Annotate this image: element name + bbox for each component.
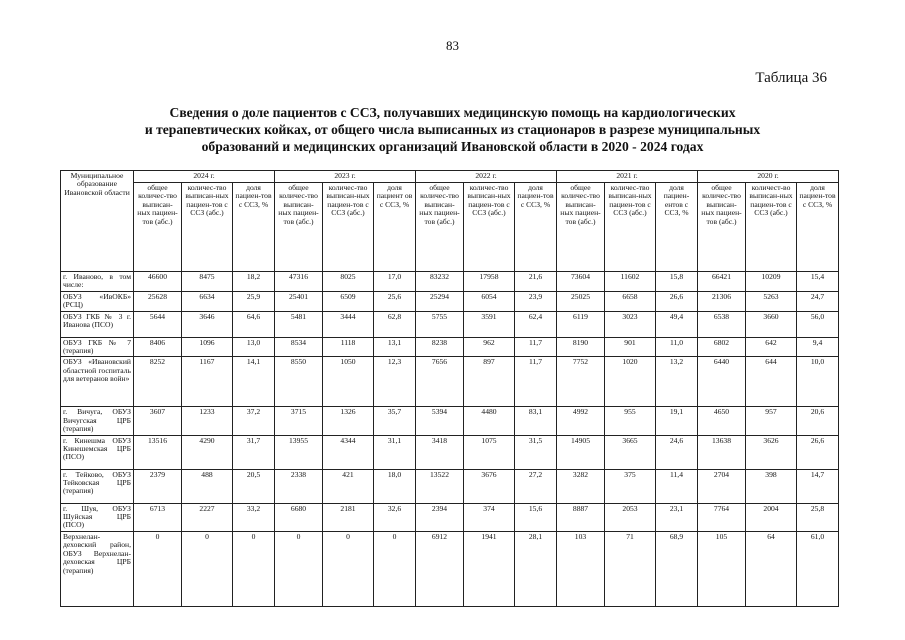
value-cell: 49,4: [656, 311, 698, 337]
row-name-cell: ОБУЗ «Ивановский областной госпиталь для ветеранов войн»: [61, 357, 134, 407]
value-cell: 8406: [134, 337, 182, 357]
value-cell: 897: [464, 357, 515, 407]
value-cell: 18,0: [374, 469, 416, 503]
value-cell: 25401: [275, 291, 323, 311]
value-cell: 5755: [416, 311, 464, 337]
title-line: Сведения о доле пациентов с ССЗ, получавших медицинскую помощь на кардиологических: [169, 105, 736, 120]
value-cell: 64: [746, 531, 797, 606]
value-cell: 2053: [605, 503, 656, 531]
title-line: и терапевтических койках, от общего числа выписанных из стационаров в разрезе муниципальных: [144, 122, 761, 137]
value-cell: 5394: [416, 407, 464, 435]
table-row: [61, 469, 839, 503]
value-cell: 13638: [698, 435, 746, 469]
value-cell: 61,0: [797, 531, 839, 606]
value-cell: 31,5: [515, 435, 557, 469]
value-cell: 3715: [275, 407, 323, 435]
row-name-cell: г. Иваново, в том числе:: [61, 272, 134, 292]
column-subheader: количес-тво выписан-ных пациен-тов с ССЗ (абс.): [464, 183, 515, 272]
value-cell: 13522: [416, 469, 464, 503]
table-row: [61, 357, 839, 407]
value-cell: 421: [323, 469, 374, 503]
year-header: 2024 г.: [134, 171, 275, 183]
value-cell: 2004: [746, 503, 797, 531]
value-cell: 4344: [323, 435, 374, 469]
value-cell: 35,7: [374, 407, 416, 435]
value-cell: 644: [746, 357, 797, 407]
value-cell: 7752: [557, 357, 605, 407]
value-cell: 6440: [698, 357, 746, 407]
table-row: [61, 407, 839, 435]
row-name-cell: г. Тейково, ОБУЗ Тейковская ЦРБ (терапия): [61, 469, 134, 503]
row-name-cell: ОБУЗ ГКБ № 7 (терапия): [61, 337, 134, 357]
value-cell: 6054: [464, 291, 515, 311]
table-row: [61, 503, 839, 531]
value-cell: 71: [605, 531, 656, 606]
value-cell: 6713: [134, 503, 182, 531]
value-cell: 0: [134, 531, 182, 606]
value-cell: 56,0: [797, 311, 839, 337]
value-cell: 62,8: [374, 311, 416, 337]
value-cell: 19,1: [656, 407, 698, 435]
value-cell: 2379: [134, 469, 182, 503]
table-label: Таблица 36: [755, 70, 827, 86]
value-cell: 901: [605, 337, 656, 357]
value-cell: 27,2: [515, 469, 557, 503]
value-cell: 12,3: [374, 357, 416, 407]
value-cell: 5644: [134, 311, 182, 337]
column-subheader: общее количес-тво выписан-ных пациен-тов (абс.): [134, 183, 182, 272]
value-cell: 11602: [605, 272, 656, 292]
value-cell: 3282: [557, 469, 605, 503]
value-cell: 1941: [464, 531, 515, 606]
value-cell: 83232: [416, 272, 464, 292]
value-cell: 47316: [275, 272, 323, 292]
value-cell: 15,4: [797, 272, 839, 292]
value-cell: 31,1: [374, 435, 416, 469]
value-cell: 6912: [416, 531, 464, 606]
value-cell: 9,4: [797, 337, 839, 357]
value-cell: 25628: [134, 291, 182, 311]
column-subheader: доля пациен-тов с ССЗ, %: [515, 183, 557, 272]
value-cell: 2704: [698, 469, 746, 503]
value-cell: 8887: [557, 503, 605, 531]
value-cell: 25025: [557, 291, 605, 311]
value-cell: 374: [464, 503, 515, 531]
value-cell: 8252: [134, 357, 182, 407]
value-cell: 103: [557, 531, 605, 606]
value-cell: 15,6: [515, 503, 557, 531]
value-cell: 25294: [416, 291, 464, 311]
table-row: [61, 311, 839, 337]
value-cell: 10209: [746, 272, 797, 292]
value-cell: 6119: [557, 311, 605, 337]
value-cell: 46600: [134, 272, 182, 292]
column-subheader: количес-тво выписан-ных пациен-тов с ССЗ (абс.): [323, 183, 374, 272]
page-number: 83: [446, 38, 459, 53]
row-name-cell: Верхнелан-деховский район, ОБУЗ Верхнелан-деховская ЦРБ (терапия): [61, 531, 134, 606]
table-row: [61, 531, 839, 606]
value-cell: 20,6: [797, 407, 839, 435]
value-cell: 28,1: [515, 531, 557, 606]
value-cell: 8025: [323, 272, 374, 292]
value-cell: 1167: [182, 357, 233, 407]
value-cell: 73604: [557, 272, 605, 292]
value-cell: 398: [746, 469, 797, 503]
value-cell: 1233: [182, 407, 233, 435]
column-subheader: количест-во выписан-ных пациен-тов с ССЗ (абс.): [746, 183, 797, 272]
column-subheader: доля пациент ов с ССЗ, %: [374, 183, 416, 272]
value-cell: 8475: [182, 272, 233, 292]
value-cell: 14905: [557, 435, 605, 469]
value-cell: 962: [464, 337, 515, 357]
value-cell: 33,2: [233, 503, 275, 531]
document-title: [60, 104, 845, 155]
value-cell: 105: [698, 531, 746, 606]
value-cell: 7764: [698, 503, 746, 531]
value-cell: 23,1: [656, 503, 698, 531]
value-cell: 3418: [416, 435, 464, 469]
row-name-cell: ОБУЗ «ИвОКБ» (РСЦ): [61, 291, 134, 311]
value-cell: 1050: [323, 357, 374, 407]
value-cell: 0: [275, 531, 323, 606]
value-cell: 14,7: [797, 469, 839, 503]
value-cell: 6802: [698, 337, 746, 357]
value-cell: 1096: [182, 337, 233, 357]
value-cell: 8190: [557, 337, 605, 357]
value-cell: 11,0: [656, 337, 698, 357]
value-cell: 8238: [416, 337, 464, 357]
value-cell: 83,1: [515, 407, 557, 435]
value-cell: 3665: [605, 435, 656, 469]
row-name-cell: г. Кинешма ОБУЗ Кинешемская ЦРБ (ПСО): [61, 435, 134, 469]
value-cell: 0: [323, 531, 374, 606]
value-cell: 24,7: [797, 291, 839, 311]
value-cell: 2227: [182, 503, 233, 531]
value-cell: 25,6: [374, 291, 416, 311]
table-row: [61, 291, 839, 311]
value-cell: 11,4: [656, 469, 698, 503]
column-subheader: доля пациен-ентов с ССЗ, %: [656, 183, 698, 272]
value-cell: 3444: [323, 311, 374, 337]
value-cell: 14,1: [233, 357, 275, 407]
municipality-column-header: Муниципальное образование Ивановской области: [61, 171, 134, 272]
column-subheader: общее количес-тво выписан-ных пациен-тов (абс.): [416, 183, 464, 272]
value-cell: 32,6: [374, 503, 416, 531]
row-name-cell: г. Вичуга, ОБУЗ Вичугская ЦРБ (терапия): [61, 407, 134, 435]
column-subheader: общее количес-тво выписан-ных пациен-тов (абс.): [557, 183, 605, 272]
value-cell: 6634: [182, 291, 233, 311]
value-cell: 8550: [275, 357, 323, 407]
value-cell: 13955: [275, 435, 323, 469]
value-cell: 4650: [698, 407, 746, 435]
value-cell: 26,6: [797, 435, 839, 469]
value-cell: 6680: [275, 503, 323, 531]
table-row: [61, 435, 839, 469]
column-subheader: доля пациен-тов с ССЗ, %: [797, 183, 839, 272]
value-cell: 11,7: [515, 337, 557, 357]
value-cell: 66421: [698, 272, 746, 292]
value-cell: 488: [182, 469, 233, 503]
value-cell: 68,9: [656, 531, 698, 606]
year-header: 2020 г.: [698, 171, 839, 183]
value-cell: 3676: [464, 469, 515, 503]
value-cell: 0: [374, 531, 416, 606]
value-cell: 20,5: [233, 469, 275, 503]
value-cell: 6658: [605, 291, 656, 311]
value-cell: 5263: [746, 291, 797, 311]
value-cell: 4290: [182, 435, 233, 469]
value-cell: 6509: [323, 291, 374, 311]
value-cell: 3626: [746, 435, 797, 469]
value-cell: 4992: [557, 407, 605, 435]
value-cell: 3646: [182, 311, 233, 337]
value-cell: 17958: [464, 272, 515, 292]
value-cell: 2181: [323, 503, 374, 531]
value-cell: 8534: [275, 337, 323, 357]
value-cell: 26,6: [656, 291, 698, 311]
value-cell: 21,6: [515, 272, 557, 292]
column-subheader: доля пациен-тов с ССЗ, %: [233, 183, 275, 272]
value-cell: 3591: [464, 311, 515, 337]
row-name-cell: ОБУЗ ГКБ № 3 г. Иванова (ПСО): [61, 311, 134, 337]
column-subheader: количес-тво выписан-ных пациен-тов с ССЗ (абс.): [605, 183, 656, 272]
value-cell: 10,0: [797, 357, 839, 407]
value-cell: 13516: [134, 435, 182, 469]
value-cell: 6538: [698, 311, 746, 337]
value-cell: 4480: [464, 407, 515, 435]
year-header: 2021 г.: [557, 171, 698, 183]
value-cell: 2394: [416, 503, 464, 531]
value-cell: 11,7: [515, 357, 557, 407]
table-row: [61, 337, 839, 357]
value-cell: 5481: [275, 311, 323, 337]
value-cell: 13,1: [374, 337, 416, 357]
value-cell: 25,8: [797, 503, 839, 531]
value-cell: 1075: [464, 435, 515, 469]
year-header: 2023 г.: [275, 171, 416, 183]
value-cell: 1326: [323, 407, 374, 435]
value-cell: 13,0: [233, 337, 275, 357]
title-line: образований и медицинских организаций Ивановской области в 2020 - 2024 годах: [201, 139, 704, 154]
year-header: 2022 г.: [416, 171, 557, 183]
column-subheader: общее количес-тво выписан-ных пациен-тов (абс.): [698, 183, 746, 272]
value-cell: 24,6: [656, 435, 698, 469]
value-cell: 3023: [605, 311, 656, 337]
value-cell: 23,9: [515, 291, 557, 311]
value-cell: 375: [605, 469, 656, 503]
value-cell: 0: [233, 531, 275, 606]
value-cell: 64,6: [233, 311, 275, 337]
value-cell: 1118: [323, 337, 374, 357]
value-cell: 3607: [134, 407, 182, 435]
row-name-cell: г. Шуя, ОБУЗ Шуйская ЦРБ (ПСО): [61, 503, 134, 531]
value-cell: 31,7: [233, 435, 275, 469]
value-cell: 957: [746, 407, 797, 435]
value-cell: 1020: [605, 357, 656, 407]
table-row: [61, 272, 839, 292]
value-cell: 21306: [698, 291, 746, 311]
value-cell: 18,2: [233, 272, 275, 292]
value-cell: 17,0: [374, 272, 416, 292]
value-cell: 642: [746, 337, 797, 357]
value-cell: 3660: [746, 311, 797, 337]
value-cell: 37,2: [233, 407, 275, 435]
value-cell: 15,8: [656, 272, 698, 292]
value-cell: 13,2: [656, 357, 698, 407]
column-subheader: общее количес-тво выписан-ных пациен-тов (абс.): [275, 183, 323, 272]
value-cell: 2338: [275, 469, 323, 503]
value-cell: 25,9: [233, 291, 275, 311]
statistics-table: [60, 170, 839, 607]
column-subheader: количес-тво выписан-ных пациен-тов с ССЗ (абс.): [182, 183, 233, 272]
value-cell: 62,4: [515, 311, 557, 337]
value-cell: 955: [605, 407, 656, 435]
value-cell: 0: [182, 531, 233, 606]
value-cell: 7656: [416, 357, 464, 407]
